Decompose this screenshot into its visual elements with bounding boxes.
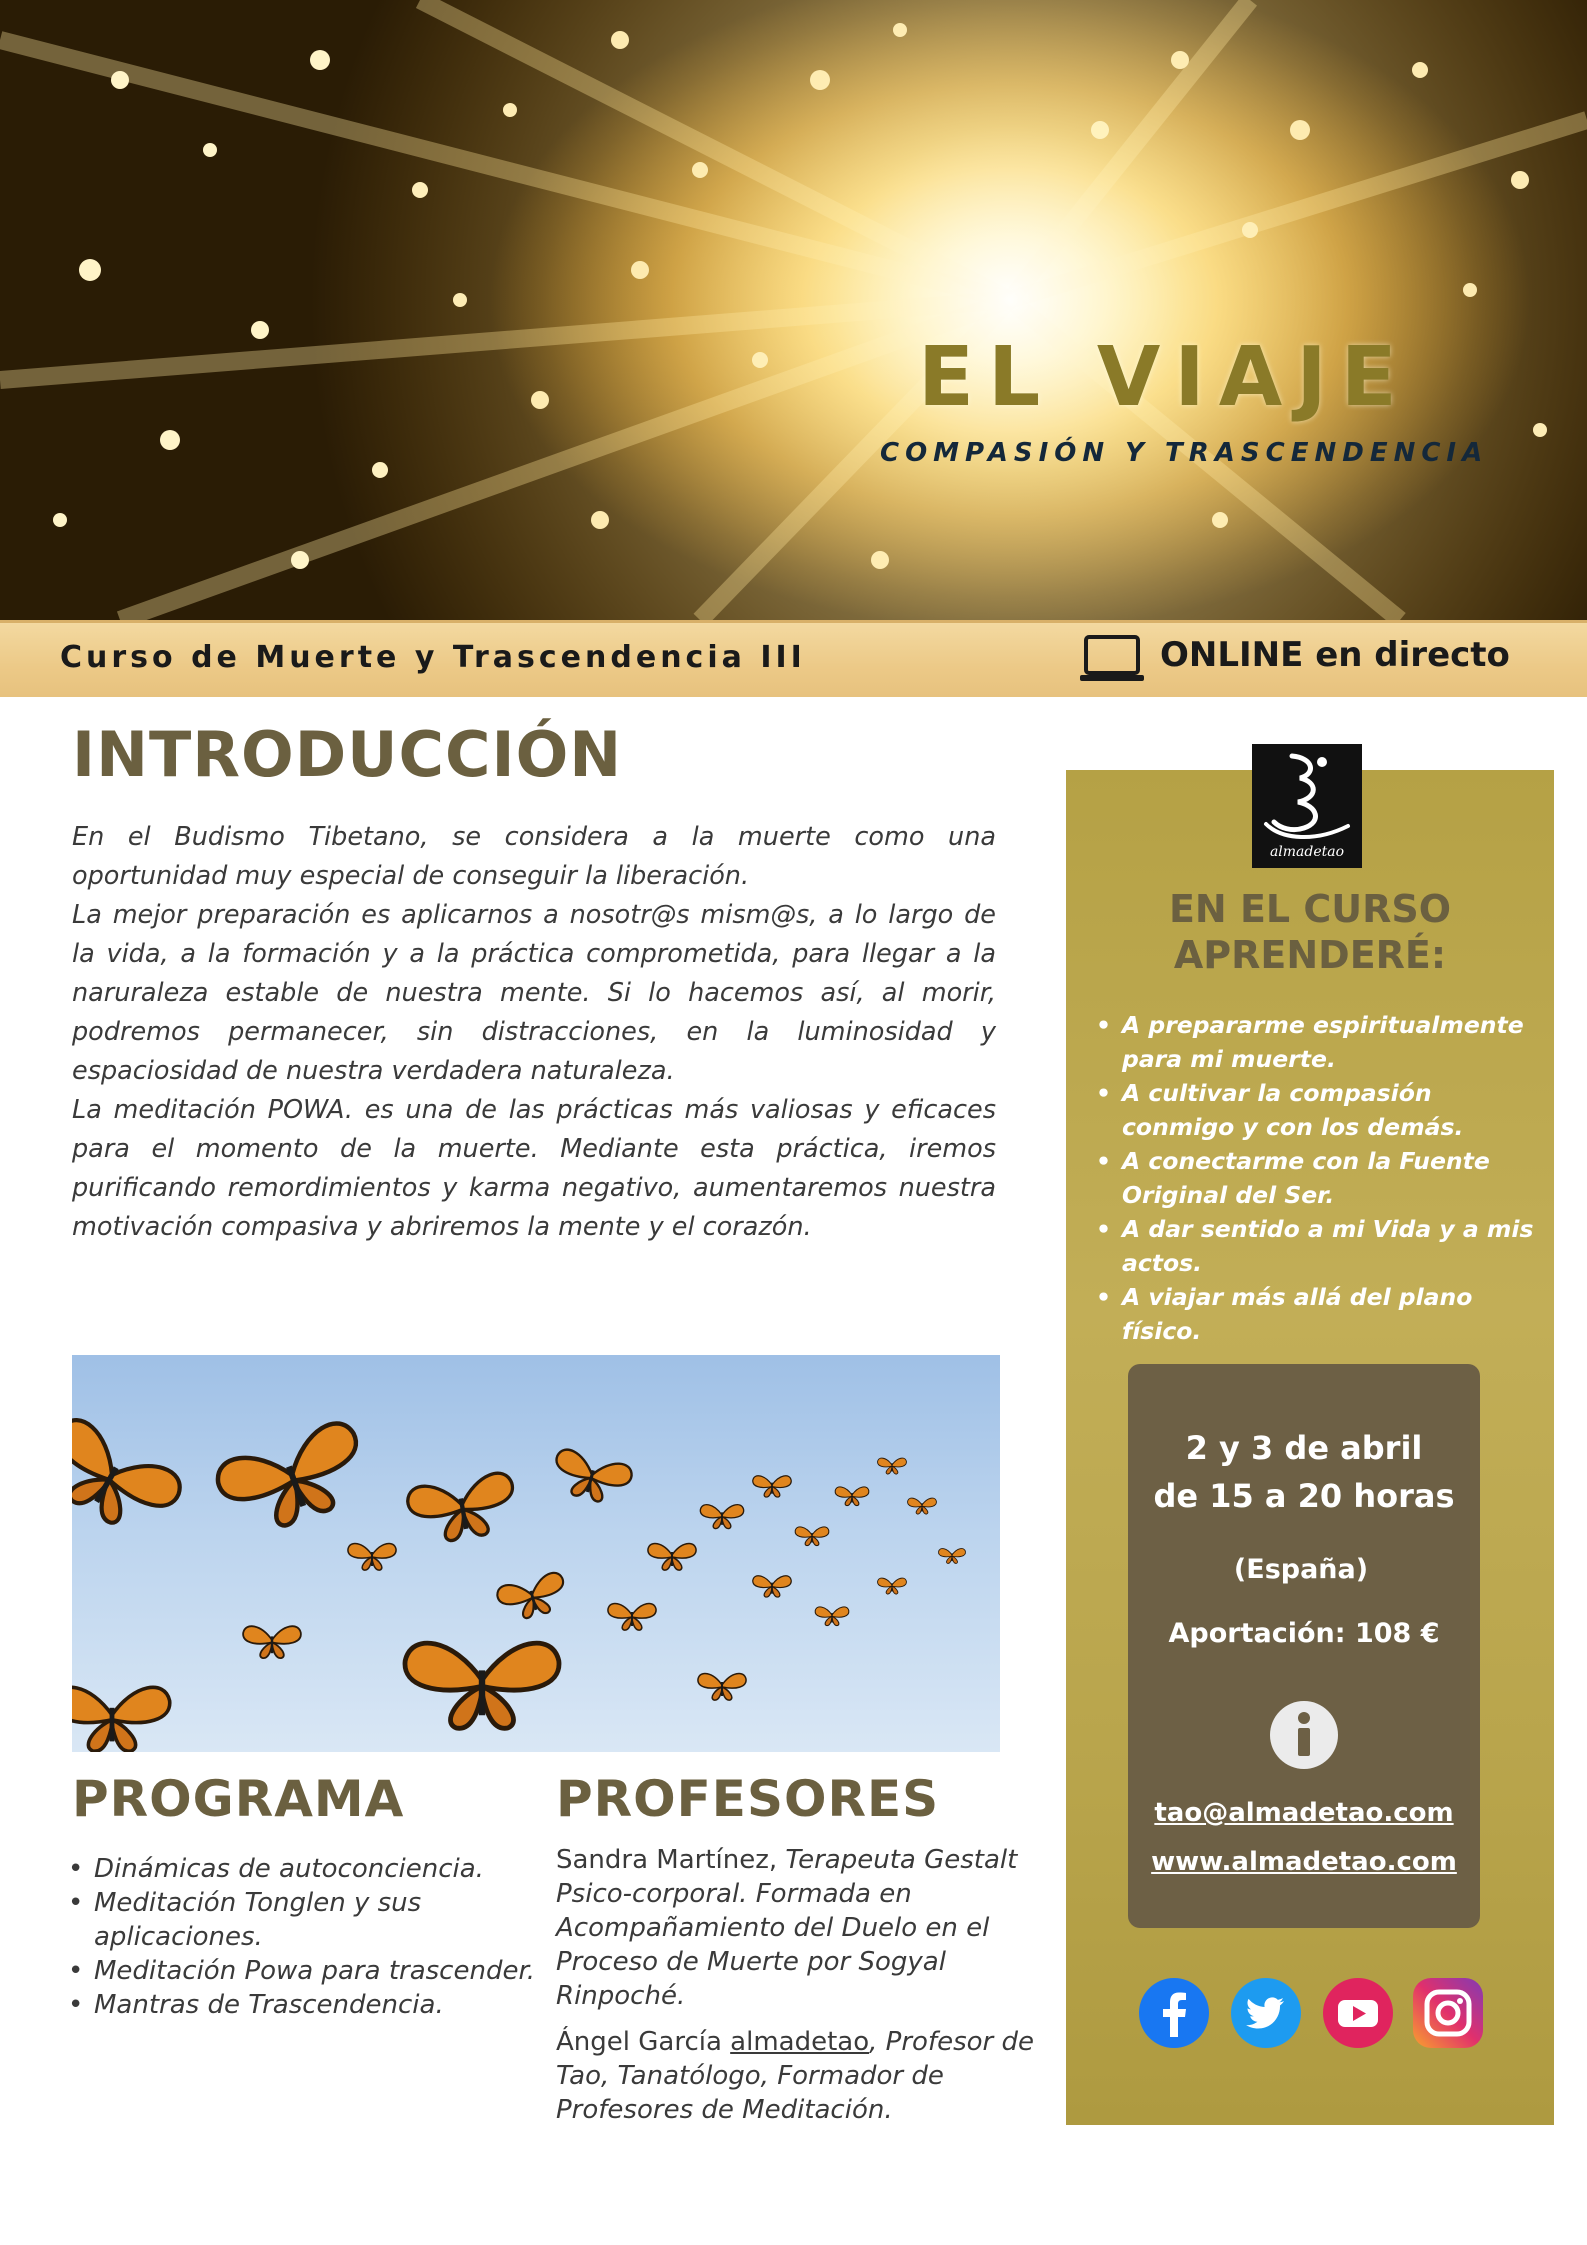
list-item: • Meditación Tonglen y sus aplicaciones. bbox=[68, 1886, 538, 1954]
info-icon bbox=[1269, 1700, 1339, 1770]
list-item: • A prepararme espiritualmente para mi muerte. bbox=[1094, 1008, 1544, 1076]
hero-banner bbox=[0, 0, 1587, 620]
programa-title: PROGRAMA bbox=[72, 1770, 405, 1828]
website-link[interactable]: www.almadetao.com bbox=[1151, 1847, 1457, 1877]
learn-list bbox=[1094, 1008, 1544, 1348]
profesor-role: , Profesor de Tao, Tanatólogo, Formador de Profesores de Meditación. bbox=[556, 2027, 1034, 2125]
list-item: • A dar sentido a mi Vida y a mis actos. bbox=[1094, 1212, 1544, 1280]
profesores-text bbox=[556, 1843, 1036, 2139]
intro-paragraph: La mejor preparación es aplicarnos a nosotr@s mism@s, a lo largo de la vida, a la formación y a la práctica comprometida, para llegar a la naruraleza estable de nuestra mente. Si lo hacemos así, al morir, podremos permanecer, sin distracciones, en la luminosidad y espaciosidad de nuestra verdadera naturaleza. bbox=[72, 900, 996, 1086]
email-link[interactable]: tao@almadetao.com bbox=[1154, 1798, 1454, 1828]
twitter-icon[interactable] bbox=[1230, 1977, 1302, 2049]
list-item: • A conectarme con la Fuente Original del Ser. bbox=[1094, 1144, 1544, 1212]
price-label: Aportación: 108 € bbox=[1168, 1618, 1440, 1649]
profesor-sandra bbox=[556, 1843, 1036, 2013]
info-box bbox=[1128, 1364, 1480, 1928]
butterflies-illustration bbox=[72, 1355, 1000, 1752]
profesor-name: Ángel García bbox=[556, 2027, 731, 2057]
almadetao-link[interactable]: almadetao bbox=[730, 2027, 870, 2057]
profesores-title: PROFESORES bbox=[556, 1770, 940, 1828]
instagram-icon[interactable] bbox=[1412, 1977, 1484, 2049]
hero-subtitle: COMPASIÓN Y TRASCENDENCIA bbox=[880, 438, 1489, 468]
profesor-role: Terapeuta Gestalt Psico-corporal. Formada en Acompañamiento del Duelo en el Proceso de Muerte por Sogyal Rinpoché. bbox=[556, 1845, 1018, 2011]
youtube-icon[interactable] bbox=[1322, 1977, 1394, 2049]
learn-title-line: APRENDERÉ: bbox=[1173, 933, 1447, 977]
list-item: • A cultivar la compasión conmigo y con los demás. bbox=[1094, 1076, 1544, 1144]
region-label: (España) bbox=[1233, 1554, 1369, 1585]
programa-list bbox=[68, 1852, 538, 2022]
course-name: Curso de Muerte y Trascendencia III bbox=[60, 640, 806, 675]
list-item: • Mantras de Trascendencia. bbox=[68, 1988, 538, 2022]
online-label bbox=[1160, 635, 1510, 675]
course-dates bbox=[1128, 1424, 1480, 1520]
intro-text bbox=[72, 818, 996, 1247]
intro-paragraph: En el Budismo Tibetano, se considera a la muerte como una oportunidad muy especial de conseguir la liberación. bbox=[72, 822, 996, 891]
intro-paragraph: La meditación POWA. es una de las prácticas más valiosas y eficaces para el momento de la muerte. Mediante esta práctica, iremos purificando remordimientos y karma negativo, aumentaremos nuestra motivación compasiva y abriremos la mente y el corazón. bbox=[72, 1095, 996, 1242]
learn-title-line: EN EL CURSO bbox=[1168, 887, 1452, 931]
time-line: de 15 a 20 horas bbox=[1153, 1477, 1455, 1515]
intro-title: INTRODUCCIÓN bbox=[72, 718, 623, 791]
profesor-name: Sandra Martínez, bbox=[556, 1845, 778, 1875]
list-item: • Dinámicas de autoconciencia. bbox=[68, 1852, 538, 1886]
list-item: • Meditación Powa para trascender. bbox=[68, 1954, 538, 1988]
list-item: • A viajar más allá del plano físico. bbox=[1094, 1280, 1544, 1348]
online-text: ONLINE bbox=[1160, 635, 1304, 675]
facebook-icon[interactable] bbox=[1138, 1977, 1210, 2049]
learn-title bbox=[1066, 886, 1554, 978]
logo-text: almadetao bbox=[1269, 844, 1345, 860]
hero-title: EL VIAJE bbox=[918, 330, 1411, 425]
live-text: en directo bbox=[1315, 635, 1510, 675]
almadetao-logo bbox=[1252, 744, 1362, 868]
laptop-icon bbox=[1078, 633, 1146, 685]
course-band bbox=[0, 620, 1587, 697]
date-line: 2 y 3 de abril bbox=[1185, 1429, 1423, 1467]
butterflies-image bbox=[72, 1355, 1000, 1752]
profesor-angel bbox=[556, 2025, 1036, 2127]
hero-light-rays bbox=[0, 0, 1587, 620]
